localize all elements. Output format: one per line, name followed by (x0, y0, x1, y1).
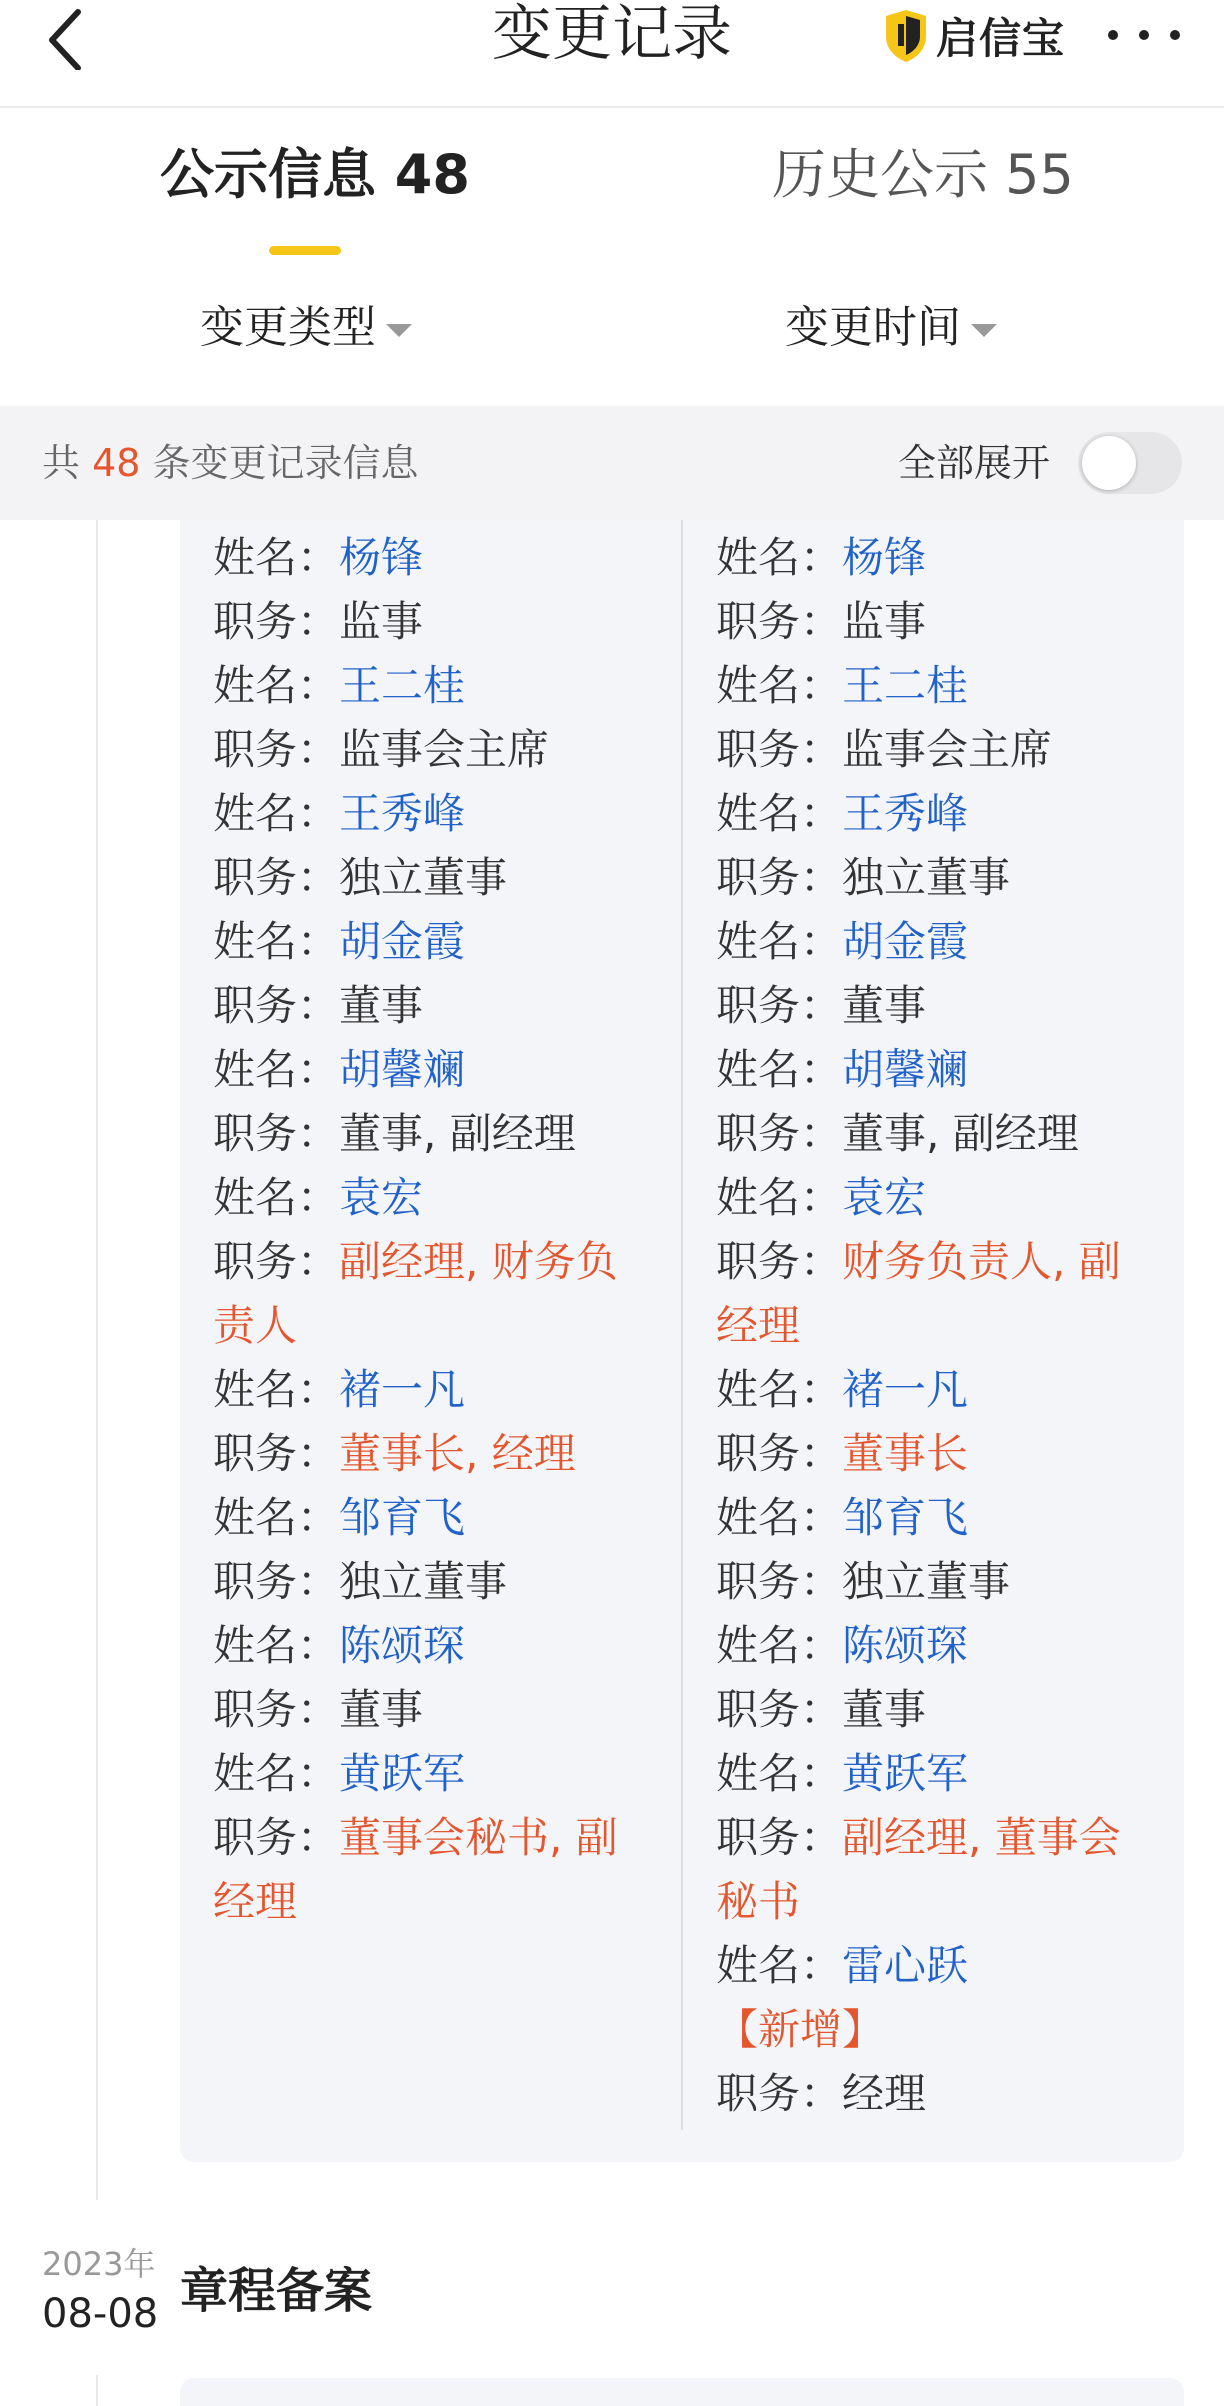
name-label: 姓名： (716, 661, 843, 710)
name-label: 姓名： (716, 1621, 843, 1670)
person-title-row (716, 1230, 1136, 1358)
person-title-row (716, 1806, 1136, 1934)
caret-down-icon (971, 324, 997, 337)
title-value: 董事, 副经理 (339, 1109, 576, 1158)
change-type-filter[interactable] (200, 298, 412, 358)
person-name-link[interactable]: 杨锋 (842, 533, 927, 582)
record-count: 48 (92, 441, 141, 485)
person-name-row (716, 1358, 1136, 1422)
person-title-row (716, 1422, 1136, 1486)
person-name-link[interactable]: 胡馨斓 (842, 1045, 969, 1094)
person-title-row (213, 1678, 633, 1742)
title-label: 职务： (716, 2069, 843, 2118)
title-value: 董事 (842, 1685, 927, 1734)
person-name-link[interactable]: 雷心跃 (842, 1941, 969, 1990)
person-name-row (213, 654, 633, 718)
title-value: 董事 (842, 981, 927, 1030)
title-value: 独立董事 (339, 1557, 508, 1606)
name-label: 姓名： (213, 917, 340, 966)
person-title-row (213, 974, 633, 1038)
person-name-row (716, 526, 1136, 590)
person-name-link[interactable]: 陈颂琛 (339, 1621, 466, 1670)
changed-title-value: 董事长, 经理 (339, 1429, 576, 1478)
title-label: 职务： (716, 1109, 843, 1158)
name-label: 姓名： (213, 661, 340, 710)
person-title-row (716, 718, 1136, 782)
person-name-row (213, 526, 633, 590)
person-name-row (213, 910, 633, 974)
brand-name: 启信宝 (936, 14, 1066, 63)
title-label: 职务： (213, 1813, 340, 1862)
title-label: 职务： (213, 725, 340, 774)
person-name-row (716, 1742, 1136, 1806)
person-name-row (716, 1934, 1136, 2062)
person-title-row (213, 590, 633, 654)
person-title-row (213, 1230, 633, 1358)
name-label: 姓名： (716, 1365, 843, 1414)
changed-title-value: 副经理, 财务负责人 (213, 1237, 618, 1350)
title-label: 职务： (213, 981, 340, 1030)
person-name-link[interactable]: 王二桂 (339, 661, 466, 710)
person-name-link[interactable]: 邹育飞 (842, 1493, 969, 1542)
name-label: 姓名： (213, 1365, 340, 1414)
person-name-row (716, 1486, 1136, 1550)
more-dots-icon[interactable] (1108, 20, 1180, 50)
title-value: 独立董事 (842, 1557, 1011, 1606)
brand-logo-icon (882, 8, 930, 64)
person-title-row (213, 1102, 633, 1166)
title-value: 监事会主席 (842, 725, 1053, 774)
title-label: 职务： (213, 853, 340, 902)
person-name-row (213, 1358, 633, 1422)
timeline-line (96, 2375, 98, 2406)
more-dot (1139, 30, 1149, 40)
person-name-row (716, 654, 1136, 718)
name-label: 姓名： (213, 1045, 340, 1094)
new-badge: 【新增】 (716, 2005, 885, 2054)
page-title: 变更记录 (492, 0, 732, 69)
person-title-row (716, 590, 1136, 654)
title-label: 职务： (716, 853, 843, 902)
timeline-line (96, 520, 98, 2200)
title-label: 职务： (213, 1685, 340, 1734)
title-value: 董事 (339, 1685, 424, 1734)
title-label: 职务： (213, 1109, 340, 1158)
person-title-row (716, 846, 1136, 910)
record-count-prefix: 共 (42, 441, 93, 485)
change-compare-card (180, 2378, 1184, 2406)
person-name-row (716, 1614, 1136, 1678)
person-title-row (213, 1550, 633, 1614)
title-label: 职务： (716, 1237, 843, 1286)
more-dot (1170, 30, 1180, 40)
person-title-row (716, 974, 1136, 1038)
title-label: 职务： (213, 1557, 340, 1606)
title-label: 职务： (716, 1429, 843, 1478)
title-label: 职务： (716, 1813, 843, 1862)
name-label: 姓名： (716, 1941, 843, 1990)
title-label: 职务： (213, 597, 340, 646)
name-label: 姓名： (213, 1173, 340, 1222)
person-name-row (213, 1038, 633, 1102)
title-label: 职务： (213, 1429, 340, 1478)
change-type-label: 变更类型 (200, 302, 376, 353)
record-count-suffix: 条变更记录信息 (140, 441, 419, 485)
person-title-row (716, 1678, 1136, 1742)
name-label: 姓名： (213, 789, 340, 838)
changed-title-value: 董事长 (842, 1429, 969, 1478)
person-name-link[interactable]: 袁宏 (339, 1173, 424, 1222)
person-name-row (213, 782, 633, 846)
more-dot (1108, 30, 1118, 40)
name-label: 姓名： (716, 1749, 843, 1798)
person-name-row (213, 1742, 633, 1806)
app-header (0, 0, 1224, 108)
person-name-link[interactable]: 王二桂 (842, 661, 969, 710)
person-name-row (213, 1614, 633, 1678)
person-title-row (716, 1102, 1136, 1166)
person-title-row (213, 1422, 633, 1486)
after-column (716, 526, 1136, 2126)
title-value: 独立董事 (339, 853, 508, 902)
person-name-link[interactable]: 胡金霞 (842, 917, 969, 966)
person-name-link[interactable]: 胡金霞 (339, 917, 466, 966)
person-name-link[interactable]: 袁宏 (842, 1173, 927, 1222)
title-label: 职务： (716, 725, 843, 774)
title-label: 职务： (213, 1237, 340, 1286)
brand (882, 6, 1065, 66)
person-name-row (213, 1486, 633, 1550)
expand-all-toggle[interactable] (1078, 432, 1182, 494)
changed-title-value: 副经理, 董事会秘书 (716, 1813, 1121, 1926)
record-year: 2023年 (42, 2245, 156, 2283)
title-label: 职务： (716, 597, 843, 646)
change-time-filter[interactable] (785, 298, 997, 358)
person-title-row (716, 2062, 1136, 2126)
title-value: 董事, 副经理 (842, 1109, 1079, 1158)
person-name-row (716, 782, 1136, 846)
changed-title-value: 董事会秘书, 副经理 (213, 1813, 618, 1926)
record-title: 章程备案 (180, 2263, 373, 2319)
person-name-row (716, 910, 1136, 974)
name-label: 姓名： (716, 1045, 843, 1094)
title-value: 监事会主席 (339, 725, 550, 774)
title-value: 监事 (339, 597, 424, 646)
person-name-row (716, 1038, 1136, 1102)
name-label: 姓名： (213, 533, 340, 582)
person-name-link[interactable]: 黄跃军 (339, 1749, 466, 1798)
name-label: 姓名： (213, 1621, 340, 1670)
name-label: 姓名： (716, 917, 843, 966)
person-title-row (213, 846, 633, 910)
name-label: 姓名： (716, 1173, 843, 1222)
name-label: 姓名： (213, 1749, 340, 1798)
person-name-link[interactable]: 杨锋 (339, 533, 424, 582)
tab-history-public[interactable]: 历史公示 55 (772, 143, 1074, 206)
title-label: 职务： (716, 1557, 843, 1606)
compare-divider (681, 520, 683, 2130)
person-title-row (213, 718, 633, 782)
person-name-link[interactable]: 胡馨斓 (339, 1045, 466, 1094)
name-label: 姓名： (213, 1493, 340, 1542)
person-name-link[interactable]: 褚一凡 (842, 1365, 969, 1414)
person-name-row (213, 1166, 633, 1230)
expand-all-label: 全部展开 (898, 441, 1051, 485)
person-name-link[interactable]: 陈颂琛 (842, 1621, 969, 1670)
change-time-label: 变更时间 (785, 302, 961, 353)
filter-bar (0, 280, 1224, 390)
toggle-knob (1082, 436, 1136, 490)
tab-public-info[interactable]: 公示信息 48 (160, 143, 470, 206)
person-name-link[interactable]: 黄跃军 (842, 1749, 969, 1798)
before-column (213, 526, 633, 1934)
person-name-link[interactable]: 邹育飞 (339, 1493, 466, 1542)
tab-bar (0, 110, 1224, 260)
name-label: 姓名： (716, 533, 843, 582)
name-label: 姓名： (716, 1493, 843, 1542)
tab-active-indicator (269, 246, 341, 255)
person-name-link[interactable]: 褚一凡 (339, 1365, 466, 1414)
person-title-row (716, 1550, 1136, 1614)
summary-bar (0, 406, 1224, 520)
title-value: 监事 (842, 597, 927, 646)
person-title-row (213, 1806, 633, 1934)
title-label: 职务： (716, 1685, 843, 1734)
title-label: 职务： (716, 981, 843, 1030)
title-value: 董事 (339, 981, 424, 1030)
person-name-link[interactable]: 王秀峰 (339, 789, 466, 838)
title-value: 独立董事 (842, 853, 1011, 902)
person-name-link[interactable]: 王秀峰 (842, 789, 969, 838)
record-date: 08-08 (42, 2291, 159, 2337)
person-name-row (716, 1166, 1136, 1230)
record-count-text (42, 436, 419, 490)
title-value: 经理 (842, 2069, 927, 2118)
changed-title-value: 财务负责人, 副经理 (716, 1237, 1121, 1350)
name-label: 姓名： (716, 789, 843, 838)
caret-down-icon (386, 324, 412, 337)
